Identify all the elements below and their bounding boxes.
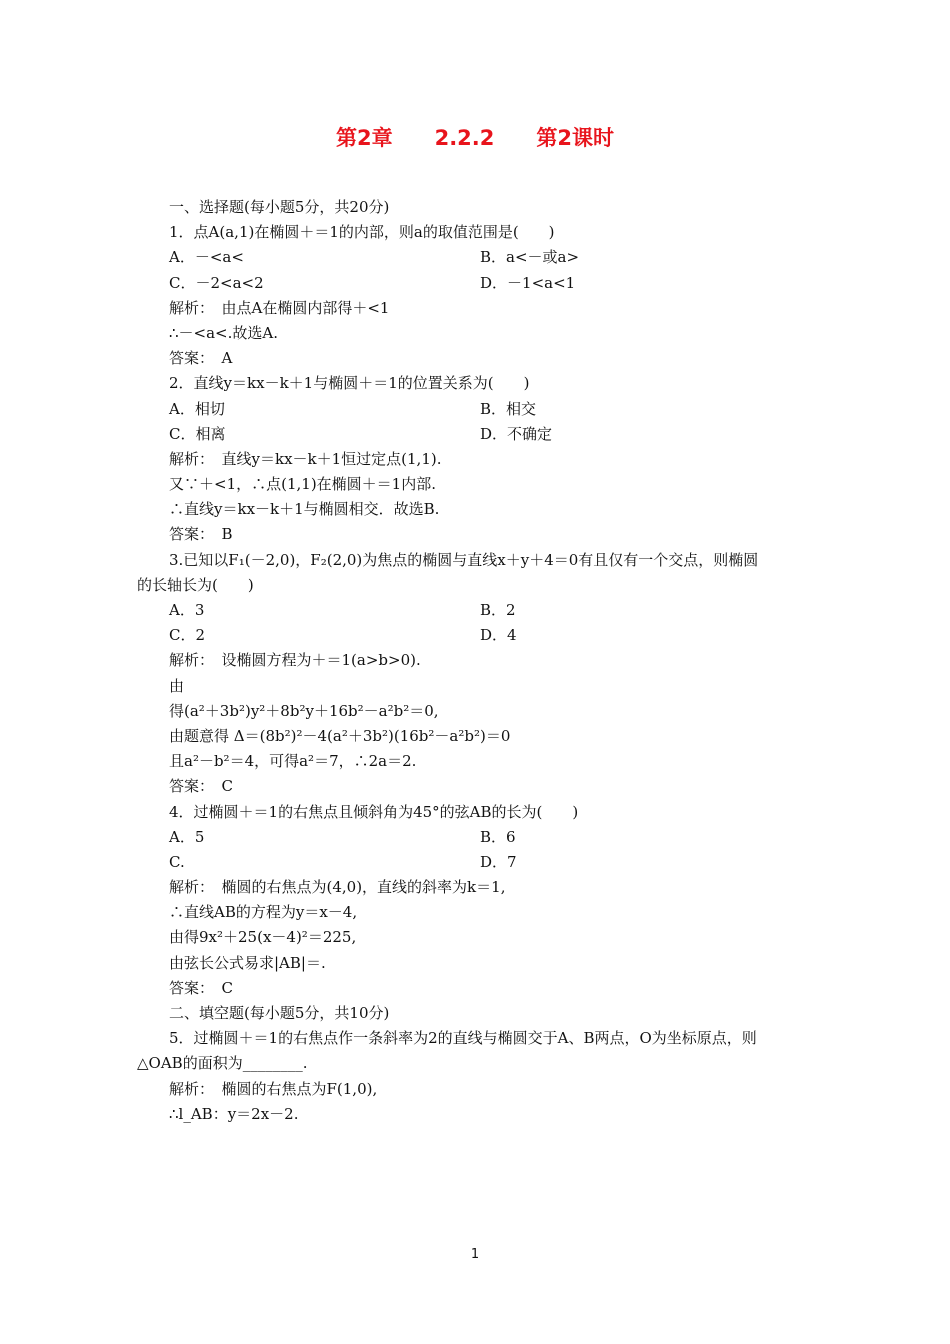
line-text: 4．过椭圆＋＝1的右焦点且倾斜角为45°的弦AB的长为( ): [169, 802, 579, 821]
option-left: A．3: [169, 601, 205, 619]
line-text: 解析： 直线y＝kx－k＋1恒过定点(1,1).: [169, 449, 442, 468]
text-line: [137, 321, 827, 346]
line-text: 的长轴长为( ): [137, 575, 254, 594]
line-text: ∴－<a<.故选A.: [169, 323, 278, 342]
text-line: [137, 1026, 827, 1051]
text-line: [137, 800, 827, 825]
line-text: 由得9x²＋25(x－4)²＝225,: [169, 928, 357, 947]
text-line: [137, 548, 827, 573]
line-text: 由: [169, 676, 185, 695]
text-line: [137, 674, 827, 699]
option-right: B．2: [480, 601, 516, 619]
line-text: 2．直线y＝kx－k＋1与椭圆＋＝1的位置关系为( ): [169, 374, 530, 393]
line-text: ∴直线y＝kx－k＋1与椭圆相交．故选B.: [169, 500, 440, 519]
line-text: 答案： B: [169, 525, 233, 544]
page-number: 1: [470, 1247, 480, 1262]
line-text: 由题意得 Δ＝(8b²)²－4(a²＋3b²)(16b²－a²b²)＝0: [169, 726, 511, 745]
option-left: A．相切: [169, 399, 225, 418]
text-line: [137, 220, 827, 245]
text-line: [137, 825, 827, 850]
text-line: [137, 648, 827, 673]
document-body: [137, 195, 827, 1127]
text-line: [137, 925, 827, 950]
option-right: D．不确定: [480, 424, 553, 443]
text-line: [137, 472, 827, 497]
line-text: △OAB的面积为________.: [137, 1054, 308, 1073]
line-text: 解析： 设椭圆方程为＋＝1(a>b>0).: [169, 651, 421, 670]
text-line: [137, 1001, 827, 1026]
text-line: [137, 1102, 827, 1127]
text-line: [137, 724, 827, 749]
option-left: C．相离: [169, 424, 226, 443]
text-line: [137, 422, 827, 447]
text-line: [137, 346, 827, 371]
text-line: [137, 195, 827, 220]
option-right: B．a<－或a>: [480, 248, 580, 267]
text-line: [137, 900, 827, 925]
line-text: 一、选择题(每小题5分，共20分): [169, 198, 390, 216]
line-text: 由弦长公式易求|AB|＝.: [169, 953, 326, 972]
option-right: B．相交: [480, 399, 537, 418]
line-text: 答案： C: [169, 777, 233, 796]
text-line: [137, 397, 827, 422]
line-text: 5．过椭圆＋＝1的右焦点作一条斜率为2的直线与椭圆交于A、B两点，O为坐标原点，则: [169, 1029, 757, 1048]
text-line: [137, 623, 827, 648]
option-right: D．－1<a<1: [480, 273, 576, 292]
text-line: [137, 296, 827, 321]
option-right: D．4: [480, 626, 517, 645]
text-line: [137, 271, 827, 296]
text-line: [137, 522, 827, 547]
line-text: ∴直线AB的方程为y＝x－4,: [169, 903, 358, 922]
option-left: C.: [169, 852, 185, 871]
text-line: [137, 951, 827, 976]
option-left: A．－<a<: [169, 248, 244, 267]
text-line: [137, 447, 827, 472]
text-line: [137, 497, 827, 522]
text-line: [137, 1051, 827, 1076]
line-text: 解析： 由点A在椭圆内部得＋<1: [169, 298, 390, 317]
text-line: [137, 371, 827, 396]
text-line: [137, 976, 827, 1001]
page-title: 第2章 2.2.2 第2课时: [335, 126, 614, 150]
text-line: [137, 573, 827, 598]
text-line: [137, 774, 827, 799]
line-text: 3.已知以F₁(－2,0)，F₂(2,0)为焦点的椭圆与直线x＋y＋4＝0有且仅有一个交点，则椭圆: [169, 550, 759, 569]
option-right: D．7: [480, 852, 517, 871]
line-text: ∴l_AB：y＝2x－2.: [169, 1104, 299, 1123]
text-line: [137, 245, 827, 270]
text-line: [137, 1077, 827, 1102]
line-text: 1．点A(a,1)在椭圆＋＝1的内部，则a的取值范围是( ): [169, 223, 555, 242]
text-line: [137, 749, 827, 774]
text-line: [137, 598, 827, 623]
text-line: [137, 699, 827, 724]
line-text: 答案： C: [169, 978, 233, 997]
line-text: 解析： 椭圆的右焦点为(4,0)，直线的斜率为k＝1,: [169, 878, 506, 897]
line-text: 得(a²＋3b²)y²＋8b²y＋16b²－a²b²＝0,: [169, 701, 439, 720]
line-text: 又∵＋<1，∴点(1,1)在椭圆＋＝1内部.: [169, 475, 436, 494]
text-line: [137, 850, 827, 875]
line-text: 且a²－b²＝4，可得a²＝7，∴2a＝2.: [169, 752, 417, 771]
line-text: 解析： 椭圆的右焦点为F(1,0),: [169, 1079, 378, 1098]
option-left: C．2: [169, 626, 206, 645]
line-text: 二、填空题(每小题5分，共10分): [169, 1004, 390, 1022]
option-left: A．5: [169, 827, 205, 846]
line-text: 答案： A: [169, 349, 233, 368]
option-left: C．－2<a<2: [169, 273, 264, 292]
text-line: [137, 875, 827, 900]
option-right: B．6: [480, 827, 516, 846]
